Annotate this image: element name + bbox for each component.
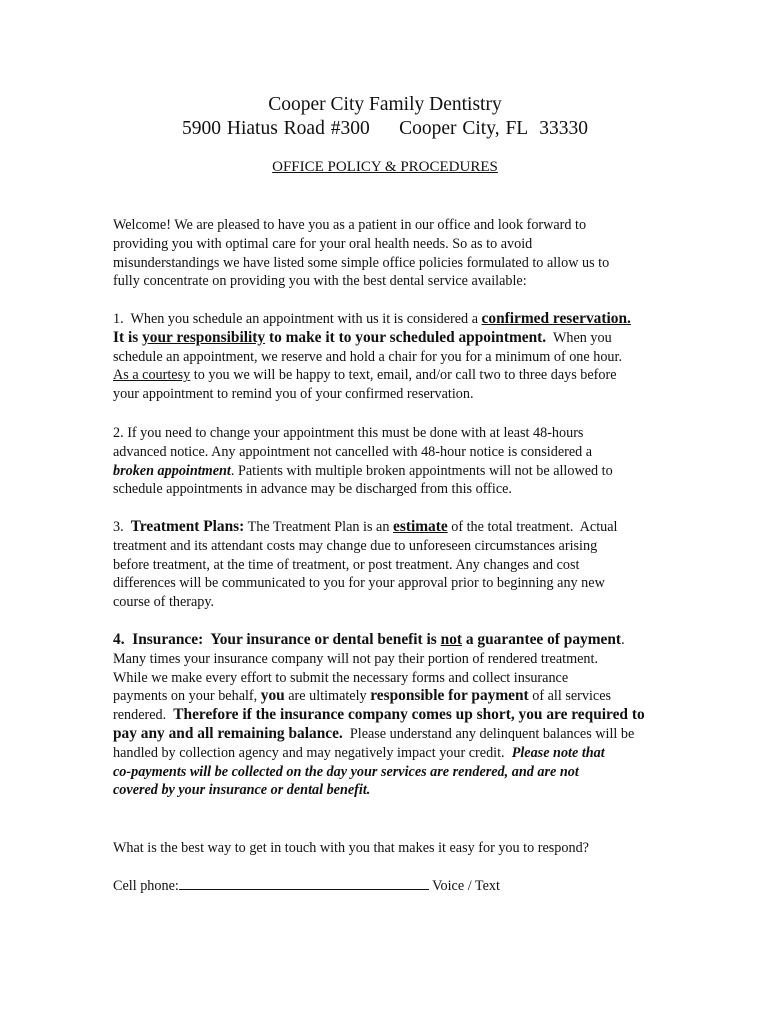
welcome-line: misunderstandings we have listed some simple office policies formulated to allow us to [113,254,610,271]
cell-phone-field[interactable] [179,876,429,890]
policy-line: treatment and its attendant costs may change due to unforeseen circumstances arising [113,537,598,554]
policy-text: Please understand any delinquent balances will be [342,725,635,742]
welcome-paragraph [113,216,673,291]
policy-text: The Treatment Plan is an [244,519,393,535]
welcome-line: Welcome! We are pleased to have you as a patient in our office and look forward to [113,217,587,233]
policy-text: rendered. [113,707,174,724]
policy-line [113,462,673,481]
policy-line: Many times your insurance company will not pay their portion of rendered treatment. [113,650,598,667]
policy-line: course of therapy. [113,594,215,611]
copayment-note: covered by your insurance or dental benefit. [113,782,371,799]
not-emphasis: not [440,631,463,648]
policy-line [113,725,673,744]
policy-line: your appointment to remind you of your confirmed reservation. [113,386,474,403]
broken-appointment-emphasis: broken appointment [113,462,231,479]
policy-text-bold: to make it to your scheduled appointment. [265,328,547,346]
welcome-line: fully concentrate on providing you with the best dental service available: [113,273,527,290]
welcome-line: providing you with optimal care for your oral health needs. So as to avoid [113,235,533,252]
policy-text: of the total treatment. Actual [447,519,618,535]
policy-line: differences will be communicated to you for your approval prior to beginning any new [113,575,605,592]
policy-line: While we make every effort to submit the necessary forms and collect insurance [113,669,569,686]
policy-line: schedule an appointment, we reserve and hold a chair for you for a minimum of one hour. [113,348,623,365]
treatment-plans-heading: Treatment Plans: [130,518,245,535]
policy-line [113,366,673,385]
policy-line: 2. If you need to change your appointment this must be done with at least 48-hours [113,425,584,441]
policy-line: advanced notice. Any appointment not cancelled with 48-hour notice is considered a [113,443,593,460]
policy-text: . Patients with multiple broken appointments will not be allowed to [230,462,613,479]
confirmed-reservation-emphasis: confirmed reservation. [481,310,631,327]
estimate-emphasis: estimate [393,518,448,535]
copayment-note: co-payments will be collected on the day your services are rendered, and are not [113,763,579,780]
policy-line [113,310,673,329]
insurance-heading-end: a guarantee of payment [462,631,622,648]
your-responsibility-emphasis: your responsibility [142,328,266,346]
policy-text: 3. [113,519,131,535]
cell-phone-row [113,876,673,896]
as-a-courtesy-emphasis: As a courtesy [113,367,191,384]
practice-name: Cooper City Family Dentistry [268,94,502,115]
responsible-for-payment-emphasis: responsible for payment [370,687,529,705]
contact-question: What is the best way to get in touch with you that makes it easy for you to respond? [113,840,589,856]
policy-text: 1. When you schedule an appointment with us it is considered a [113,311,482,327]
policy-text-bold: It is [113,328,143,346]
insurance-heading: 4. Insurance: Your insurance or dental benefit is [113,631,441,648]
policy-line [113,744,673,763]
policy-line: before treatment, at the time of treatment, or post treatment. Any changes and cost [113,556,580,573]
remaining-balance-emphasis: pay any and all remaining balance. [113,724,343,742]
policy-text: When you [546,329,612,346]
policy-treatment-plans [113,518,673,612]
policy-line [113,329,673,348]
policy-line [113,706,673,725]
policy-line: schedule appointments in advance may be discharged from this office. [113,481,512,498]
policy-text: . [621,632,625,648]
policy-line [113,631,673,650]
policy-line [113,518,673,537]
policy-text: payments on your behalf, [113,688,261,705]
policy-text: are ultimately [284,688,371,705]
voice-text-option[interactable]: Voice / Text [428,878,500,894]
policy-text: handled by collection agency and may negatively impact your credit. [113,744,512,761]
copayment-note: Please note that [511,744,605,761]
you-emphasis: you [260,687,285,705]
insurance-short-emphasis: Therefore if the insurance company comes up short, you are required to [173,706,645,724]
document-title: OFFICE POLICY & PROCEDURES [272,159,498,175]
policy-insurance [113,631,673,800]
policy-confirmed-reservation [113,310,673,404]
policy-text: to you we will be happy to text, email, and/or call two to three days before [190,367,617,384]
practice-address: 5900 Hiatus Road #300 Cooper City, FL 33330 [182,118,588,139]
policy-line [113,687,673,706]
cell-phone-label: Cell phone: [113,878,179,894]
policy-broken-appointment [113,424,673,499]
policy-text: of all services [528,688,612,705]
